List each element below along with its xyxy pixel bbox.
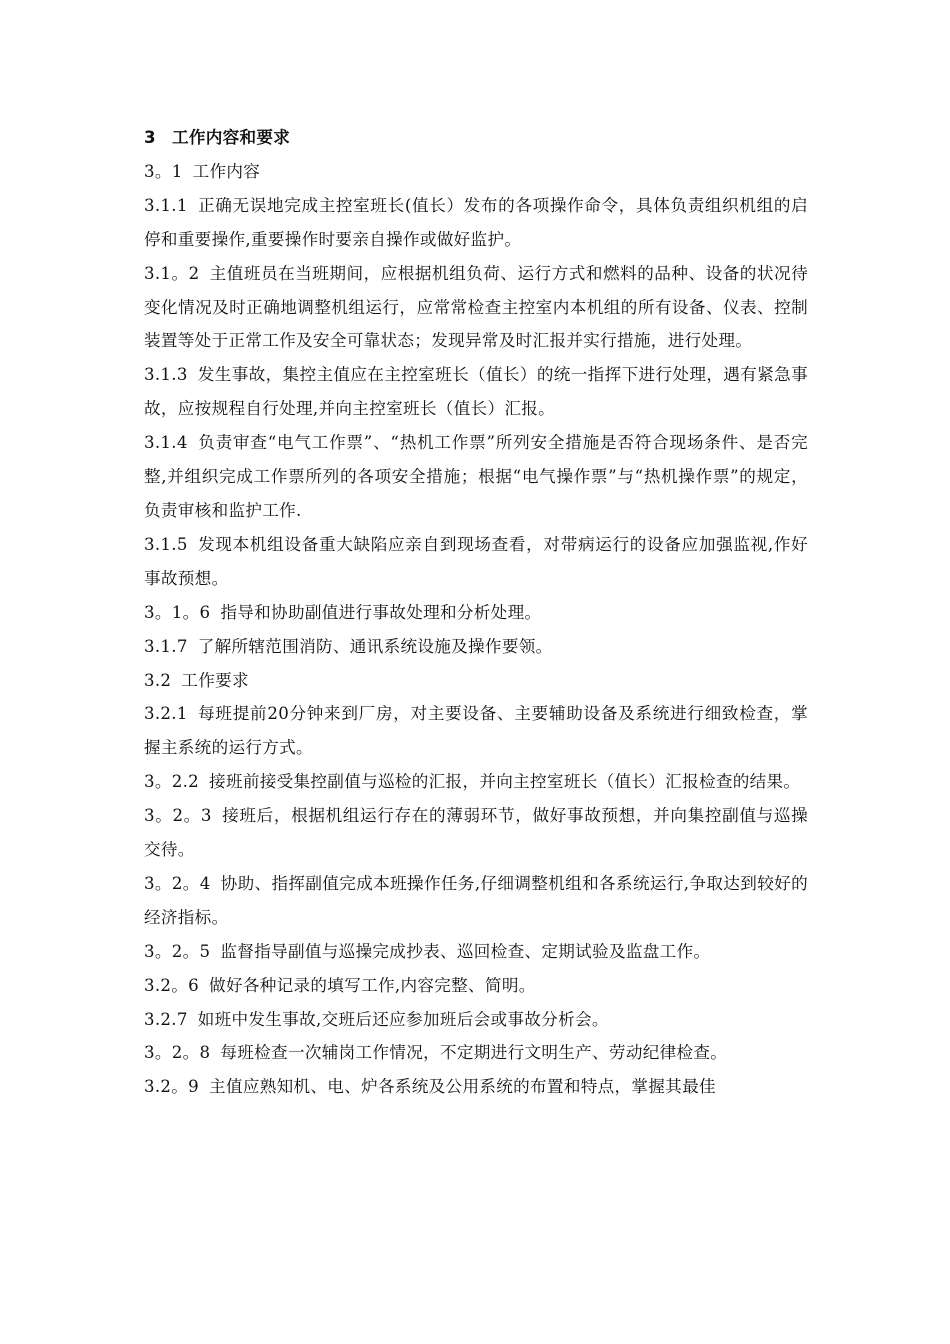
- paragraph-text: 协助、指挥副值完成本班操作任务,仔细调整机组和各系统运行,争取达到较好的经济指标。: [144, 873, 808, 927]
- paragraph-text: 监督指导副值与巡操完成抄表、巡回检查、定期试验及监盘工作。: [220, 941, 711, 961]
- paragraph: [144, 189, 808, 257]
- paragraph: [144, 257, 808, 359]
- paragraph-number: 3。1。6: [144, 602, 211, 622]
- section-title: 工作内容和要求: [171, 128, 291, 147]
- paragraph-number: 3。2。3: [144, 806, 212, 826]
- paragraph-text: 做好各种记录的填写工作,内容完整、简明。: [209, 975, 536, 995]
- paragraph-number: 3.2.7: [144, 1009, 188, 1029]
- paragraph-text: 每班提前20分钟来到厂房，对主要设备、主要辅助设备及系统进行细致检查，掌握主系统的运行方式。: [144, 704, 808, 758]
- section-heading: [144, 121, 808, 155]
- paragraph: [144, 969, 808, 1003]
- paragraph-text: 每班检查一次辅岗工作情况，不定期进行文明生产、劳动纪律检查。: [220, 1043, 728, 1063]
- paragraph: [144, 358, 808, 426]
- paragraph-number: 3。2.2: [144, 772, 200, 792]
- paragraph-text: 正确无误地完成主控室班长(值长）发布的各项操作命令，具体负责组织机组的启停和重要操作,重要操作时要亲自操作或做好监护。: [144, 195, 808, 249]
- paragraph: [144, 765, 808, 799]
- paragraph-number: 3。1: [144, 161, 183, 181]
- paragraph-text: 指导和协助副值进行事故处理和分析处理。: [220, 602, 542, 622]
- paragraph-number: 3.1.7: [144, 636, 188, 656]
- paragraph-number: 3.2。6: [144, 975, 200, 995]
- paragraph-number: 3。2。5: [144, 941, 211, 961]
- paragraph-number: 3.2: [144, 670, 172, 690]
- paragraph-number: 3.1.5: [144, 534, 188, 554]
- paragraph-text: 发生事故，集控主值应在主控室班长（值长）的统一指挥下进行处理，遇有紧急事故，应按规程自行处理,并向主控室班长（值长）汇报。: [144, 365, 808, 419]
- paragraph: [144, 1070, 808, 1104]
- paragraph-text: 发现本机组设备重大缺陷应亲自到现场查看，对带病运行的设备应加强监视,作好事故预想。: [144, 534, 808, 588]
- paragraph-text: 接班后，根据机组运行存在的薄弱环节，做好事故预想，并向集控副值与巡操交待。: [144, 806, 808, 860]
- paragraph-text: 主值应熟知机、电、炉各系统及公用系统的布置和特点，掌握其最佳: [209, 1077, 716, 1097]
- paragraph-text: 接班前接受集控副值与巡检的汇报，并向主控室班长（值长）汇报检查的结果。: [209, 772, 801, 792]
- paragraph-text: 如班中发生事故,交班后还应参加班后会或事故分析会。: [197, 1009, 609, 1029]
- paragraph: [144, 1003, 808, 1037]
- paragraph: [144, 528, 808, 596]
- paragraph: [144, 155, 808, 189]
- paragraph: [144, 630, 808, 664]
- document-page: [144, 121, 808, 1104]
- paragraph-text: 负责审查“电气工作票”、“热机工作票”所列安全措施是否符合现场条件、是否完整,并组织完成工作票所列的各项安全措施；根据“电气操作票”与“热机操作票”的规定，负责审核和监护工作.: [144, 433, 808, 520]
- paragraph-text: 了解所辖范围消防、通讯系统设施及操作要领。: [197, 636, 553, 656]
- paragraph: [144, 697, 808, 765]
- paragraph-number: 3.2。9: [144, 1077, 200, 1097]
- paragraph-number: 3.1.3: [144, 365, 188, 385]
- paragraph-number: 3.1。2: [144, 263, 200, 283]
- paragraph: [144, 799, 808, 867]
- paragraph: [144, 426, 808, 528]
- paragraph-number: 3。2。4: [144, 873, 211, 893]
- paragraph-number: 3.1.1: [144, 195, 188, 215]
- paragraph: [144, 1036, 808, 1070]
- paragraph-list: [144, 155, 808, 1104]
- paragraph-number: 3.2.1: [144, 704, 188, 724]
- paragraph: [144, 935, 808, 969]
- paragraph: [144, 596, 808, 630]
- paragraph-number: 3。2。8: [144, 1043, 211, 1063]
- section-number: 3: [144, 128, 156, 147]
- paragraph-text: 工作要求: [181, 670, 249, 690]
- paragraph: [144, 867, 808, 935]
- paragraph-number: 3.1.4: [144, 433, 188, 453]
- paragraph: [144, 664, 808, 698]
- paragraph-text: 工作内容: [192, 161, 261, 181]
- paragraph-text: 主值班员在当班期间，应根据机组负荷、运行方式和燃料的品种、设备的状况待变化情况及时正确地调整机组运行，应常常检查主控室内本机组的所有设备、仪表、控制装置等处于正常工作及安全可靠状态；发现异常及时汇报并实行措施，进行处理。: [144, 263, 809, 351]
